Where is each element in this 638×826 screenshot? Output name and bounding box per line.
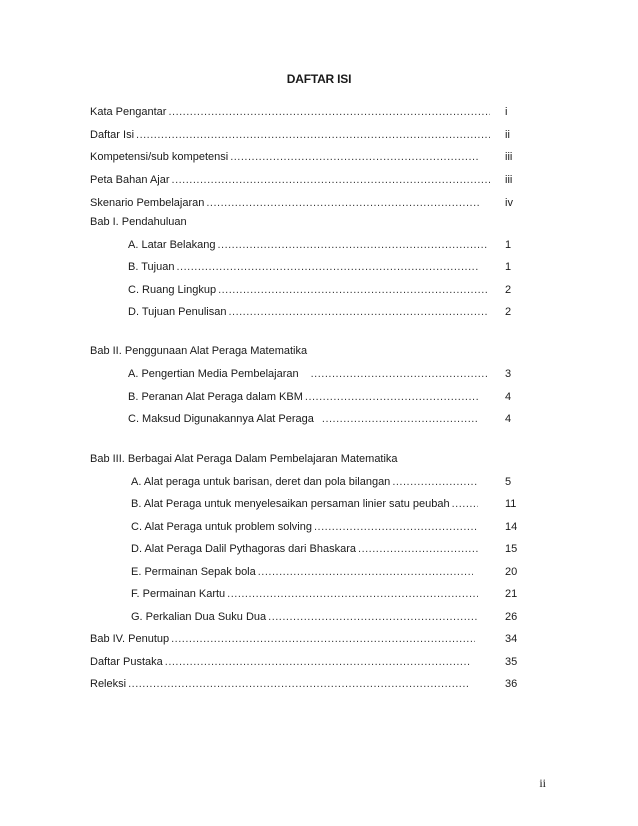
toc-entry-page: 4 — [505, 391, 512, 403]
toc-entry-bab-4 — [90, 631, 475, 647]
dot-leader — [168, 104, 490, 120]
toc-entry-label: Kompetensi/sub kompetensi — [90, 151, 229, 163]
toc-entry-label: Bab IV. Penutup — [90, 633, 170, 645]
toc-entry — [128, 282, 488, 298]
toc-entry-label: A. Latar Belakang — [128, 239, 216, 251]
toc-entry-page: 2 — [505, 284, 512, 296]
toc-entry-page: 11 — [505, 498, 517, 510]
toc-entry-label: A. Alat peraga untuk barisan, deret dan pola bilangan — [131, 476, 391, 488]
toc-entry-page: 4 — [505, 413, 512, 425]
toc-entry — [128, 304, 488, 320]
dot-leader — [358, 541, 478, 557]
toc-entry-page: 1 — [505, 239, 512, 251]
toc-entry-page: 5 — [505, 476, 512, 488]
toc-entry — [131, 474, 478, 490]
toc-entry-page: 36 — [505, 678, 518, 690]
dot-leader — [128, 676, 470, 692]
toc-entry-label: B. Tujuan — [128, 261, 175, 273]
toc-entry-kompetensi — [90, 149, 480, 165]
toc-entry-label: D. Tujuan Penulisan — [128, 306, 227, 318]
toc-entry-daftar-pustaka — [90, 654, 470, 670]
toc-entry-page: 35 — [505, 656, 518, 668]
toc-entry — [131, 586, 478, 602]
toc-entry-label: B. Alat Peraga untuk menyelesaikan persaman linier satu peubah — [131, 498, 450, 510]
toc-entry-label: Peta Bahan Ajar — [90, 174, 170, 186]
toc-entry-page: ii — [505, 129, 510, 141]
toc-entry-page: 20 — [505, 566, 518, 578]
toc-entry — [131, 519, 478, 535]
dot-leader — [171, 631, 475, 647]
toc-entry-page: iv — [505, 197, 513, 209]
dot-leader — [136, 127, 490, 143]
toc-entry-daftar-isi — [90, 127, 490, 143]
toc-entry-page: iii — [505, 151, 513, 163]
toc-entry-label: D. Alat Peraga Dalil Pythagoras dari Bhaskara — [131, 543, 357, 555]
toc-entry-label: Kata Pengantar — [90, 106, 167, 118]
toc-entry — [128, 389, 478, 405]
dot-leader — [227, 586, 478, 602]
toc-entry-page: 15 — [505, 543, 518, 555]
dot-leader — [218, 282, 488, 298]
dot-leader — [258, 564, 473, 580]
toc-entry-page: iii — [505, 174, 513, 186]
dot-leader — [452, 496, 478, 512]
dot-leader — [316, 411, 478, 427]
dot-leader — [268, 609, 478, 625]
dot-leader — [230, 149, 480, 165]
document-title: DAFTAR ISI — [286, 72, 352, 86]
toc-entry-label: Releksi — [90, 678, 127, 690]
chapter-heading-bab-1: Bab I. Pendahuluan — [90, 216, 187, 228]
toc-entry-label: Daftar Pustaka — [90, 656, 163, 668]
toc-entry-page: 1 — [505, 261, 512, 273]
toc-entry-label: Daftar Isi — [90, 129, 135, 141]
toc-entry-label: B. Peranan Alat Peraga dalam KBM — [128, 391, 303, 403]
dot-leader — [172, 172, 490, 188]
dot-leader — [228, 304, 488, 320]
toc-entry-peta-bahan-ajar — [90, 172, 490, 188]
toc-entry-skenario — [90, 195, 480, 211]
page-number: ii — [539, 776, 546, 790]
chapter-heading-bab-3: Bab III. Berbagai Alat Peraga Dalam Pembelajaran Matematika — [90, 453, 398, 465]
dot-leader — [392, 474, 478, 490]
toc-entry-page: 34 — [505, 633, 518, 645]
toc-entry-label: C. Alat Peraga untuk problem solving — [131, 521, 312, 533]
dot-leader — [165, 654, 470, 670]
toc-entry-label: A. Pengertian Media Pembelajaran — [128, 368, 299, 380]
toc-entry — [128, 237, 488, 253]
dot-leader — [301, 366, 488, 382]
toc-entry-page: 26 — [505, 611, 518, 623]
toc-entry — [128, 411, 478, 427]
toc-entry-label: Skenario Pembelajaran — [90, 197, 205, 209]
toc-entry-label: C. Ruang Lingkup — [128, 284, 217, 296]
dot-leader — [206, 195, 480, 211]
chapter-heading-bab-2: Bab II. Penggunaan Alat Peraga Matematika — [90, 345, 308, 357]
toc-entry-page: 2 — [505, 306, 512, 318]
dot-leader — [217, 237, 488, 253]
dot-leader — [314, 519, 478, 535]
dot-leader — [305, 389, 478, 405]
toc-entry-page: 14 — [505, 521, 518, 533]
toc-entry-label: C. Maksud Digunakannya Alat Peraga — [128, 413, 314, 425]
toc-entry-label: F. Permainan Kartu — [131, 588, 226, 600]
toc-entry-releksi — [90, 676, 470, 692]
toc-entry — [131, 609, 478, 625]
toc-entry-page: 21 — [505, 588, 518, 600]
toc-entry — [128, 366, 488, 382]
dot-leader — [176, 259, 478, 275]
toc-entry-label: E. Permainan Sepak bola — [131, 566, 256, 578]
toc-entry-label: G. Perkalian Dua Suku Dua — [131, 611, 267, 623]
toc-entry — [131, 541, 478, 557]
toc-entry — [131, 564, 473, 580]
toc-entry-page: i — [505, 106, 508, 118]
toc-entry — [131, 496, 478, 512]
toc-entry-kata-pengantar — [90, 104, 490, 120]
toc-entry — [128, 259, 478, 275]
toc-entry-page: 3 — [505, 368, 512, 380]
